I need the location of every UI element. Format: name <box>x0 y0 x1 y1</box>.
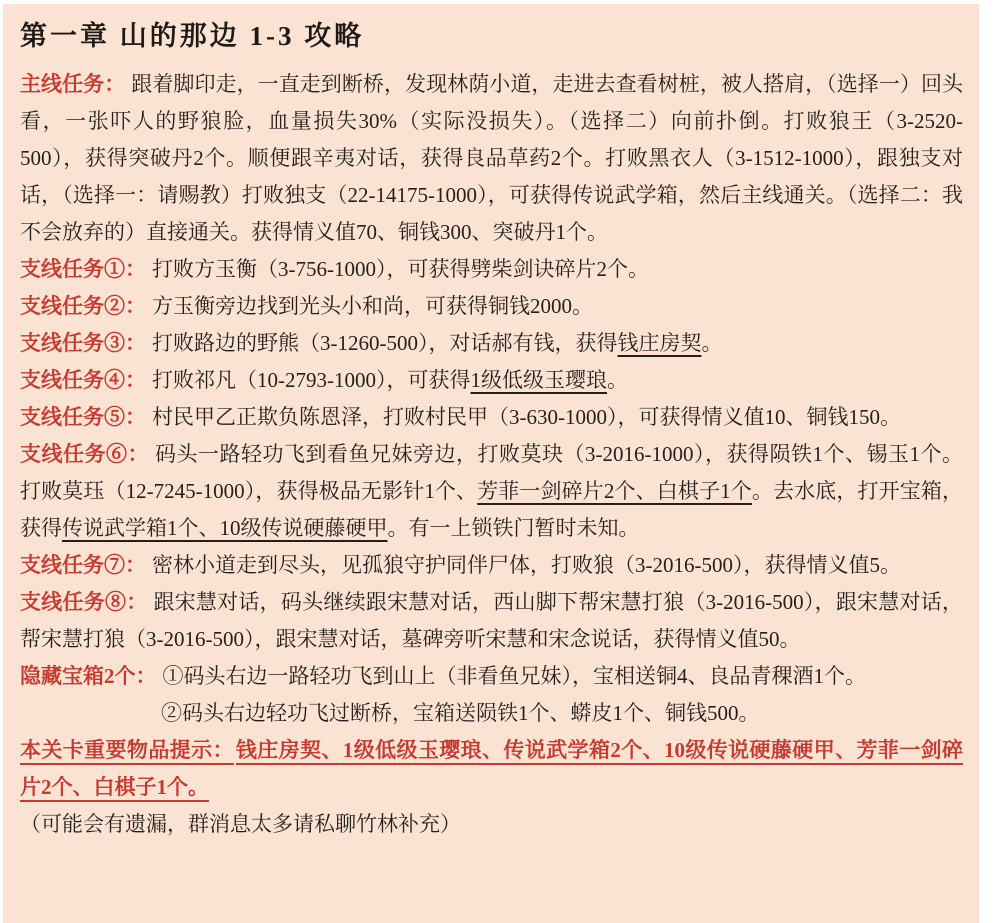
quest-paragraph-side-5 <box>20 399 963 436</box>
quest-paragraph-main <box>20 66 963 251</box>
page-title: 第一章 山的那边 1-3 攻略 <box>20 21 365 51</box>
quest-text: 村民甲乙正欺负陈恩泽，打败村民甲（3-630-1000），可获得情义值10、铜钱150。 <box>152 405 901 429</box>
important-items-tip-label: 本关卡重要物品提示： <box>20 738 234 762</box>
quest-label: 支线任务①： <box>20 257 146 281</box>
quest-text: 。 <box>701 331 723 355</box>
hidden-chests-paragraph <box>20 658 963 732</box>
quest-label: 支线任务⑧： <box>20 590 148 614</box>
quest-paragraph-side-4 <box>20 362 963 399</box>
hidden-chest-item-1: ①码头右边一路轻功飞到山上（非看鱼兄妹），宝相送铜4、良品青稞酒1个。 <box>162 664 866 688</box>
quest-text: 码头一路轻功飞到看鱼兄妹旁边，打败莫玦（3-2016-1000），获得陨铁1个、锡玉1个。打败莫珏（12-7245-1000），获得极品无影针1个、 <box>20 442 964 503</box>
quest-label: 支线任务⑤： <box>20 405 146 429</box>
important-items-tip <box>20 732 963 806</box>
quest-label: 支线任务②： <box>20 294 146 318</box>
quest-text: 打败祁凡（10-2793-1000），可获得 <box>152 368 471 392</box>
quest-text: 跟宋慧对话，码头继续跟宋慧对话，西山脚下帮宋慧打狼（3-2016-500），跟宋慧对话，帮宋慧打狼（3-2016-500），跟宋慧对话，墓碑旁听宋慧和宋念说话，获得情义值50。 <box>20 590 964 651</box>
quest-text: 跟着脚印走，一直走到断桥，发现林荫小道，走进去查看树桩，被人搭肩，（选择一）回头看，一张吓人的野狼脸，血量损失30%（实际没损失）。（选择二）向前扑倒。打败狼王（3-2520-500），获得突破丹2个。顺便跟辛夷对话，获得良品草药2个。打败黑衣人（3-1512-1000），跟独支对话，（选择一：请赐教）打败独支（22-14175-1000），可获得传说武学箱，然后主线通关。（选择二：我不会放弃的）直接通关。获得情义值70、铜钱300、突破丹1个。 <box>20 72 964 244</box>
guide-document <box>3 4 979 923</box>
quest-text: 。 <box>607 368 628 392</box>
quest-label: 支线任务③： <box>20 331 146 355</box>
quest-sections <box>20 66 963 658</box>
quest-label: 支线任务④： <box>20 368 146 392</box>
quest-item-underlined: 钱庄房契 <box>617 331 702 355</box>
quest-paragraph-side-8 <box>20 584 963 658</box>
quest-paragraph-side-2 <box>20 288 963 325</box>
quest-text: 打败路边的野熊（3-1260-500），对话郝有钱，获得 <box>152 331 618 355</box>
quest-paragraph-side-6 <box>20 436 963 547</box>
quest-paragraph-side-7 <box>20 547 963 584</box>
quest-item-underlined: 芳菲一剑碎片2个、白棋子1个 <box>477 479 752 503</box>
quest-text: 打败方玉衡（3-756-1000），可获得劈柴剑诀碎片2个。 <box>152 257 649 281</box>
quest-text: 密林小道走到尽头，见孤狼守护同伴尸体，打败狼（3-2016-500），获得情义值5。 <box>152 553 901 577</box>
quest-paragraph-side-1 <box>20 251 963 288</box>
quest-label: 支线任务⑦： <box>20 553 146 577</box>
important-items-tip-text: 钱庄房契、1级低级玉璎琅、传说武学箱2个、10级传说硬藤硬甲、芳菲一剑碎片2个、白棋子1个。 <box>20 738 964 799</box>
quest-label: 支线任务⑥： <box>20 442 150 466</box>
quest-label: 主线任务： <box>20 72 126 96</box>
quest-item-underlined: 1级低级玉璎琅 <box>470 368 607 392</box>
quest-paragraph-side-3 <box>20 325 963 362</box>
quest-item-underlined: 传说武学箱1个、10级传说硬藤硬甲 <box>62 516 388 540</box>
hidden-chests-label: 隐藏宝箱2个： <box>20 664 157 688</box>
quest-text: 方玉衡旁边找到光头小和尚，可获得铜钱2000。 <box>152 294 593 318</box>
hidden-chest-item-2: ②码头右边轻功飞过断桥，宝箱送陨铁1个、蟒皮1个、铜钱500。 <box>161 701 760 725</box>
quest-text: 。有一上锁铁门暂时未知。 <box>387 516 640 540</box>
quest-text: 。去水底，打开宝箱，获得 <box>20 479 964 540</box>
footnote: （可能会有遗漏，群消息太多请私聊竹林补充） <box>20 812 461 836</box>
